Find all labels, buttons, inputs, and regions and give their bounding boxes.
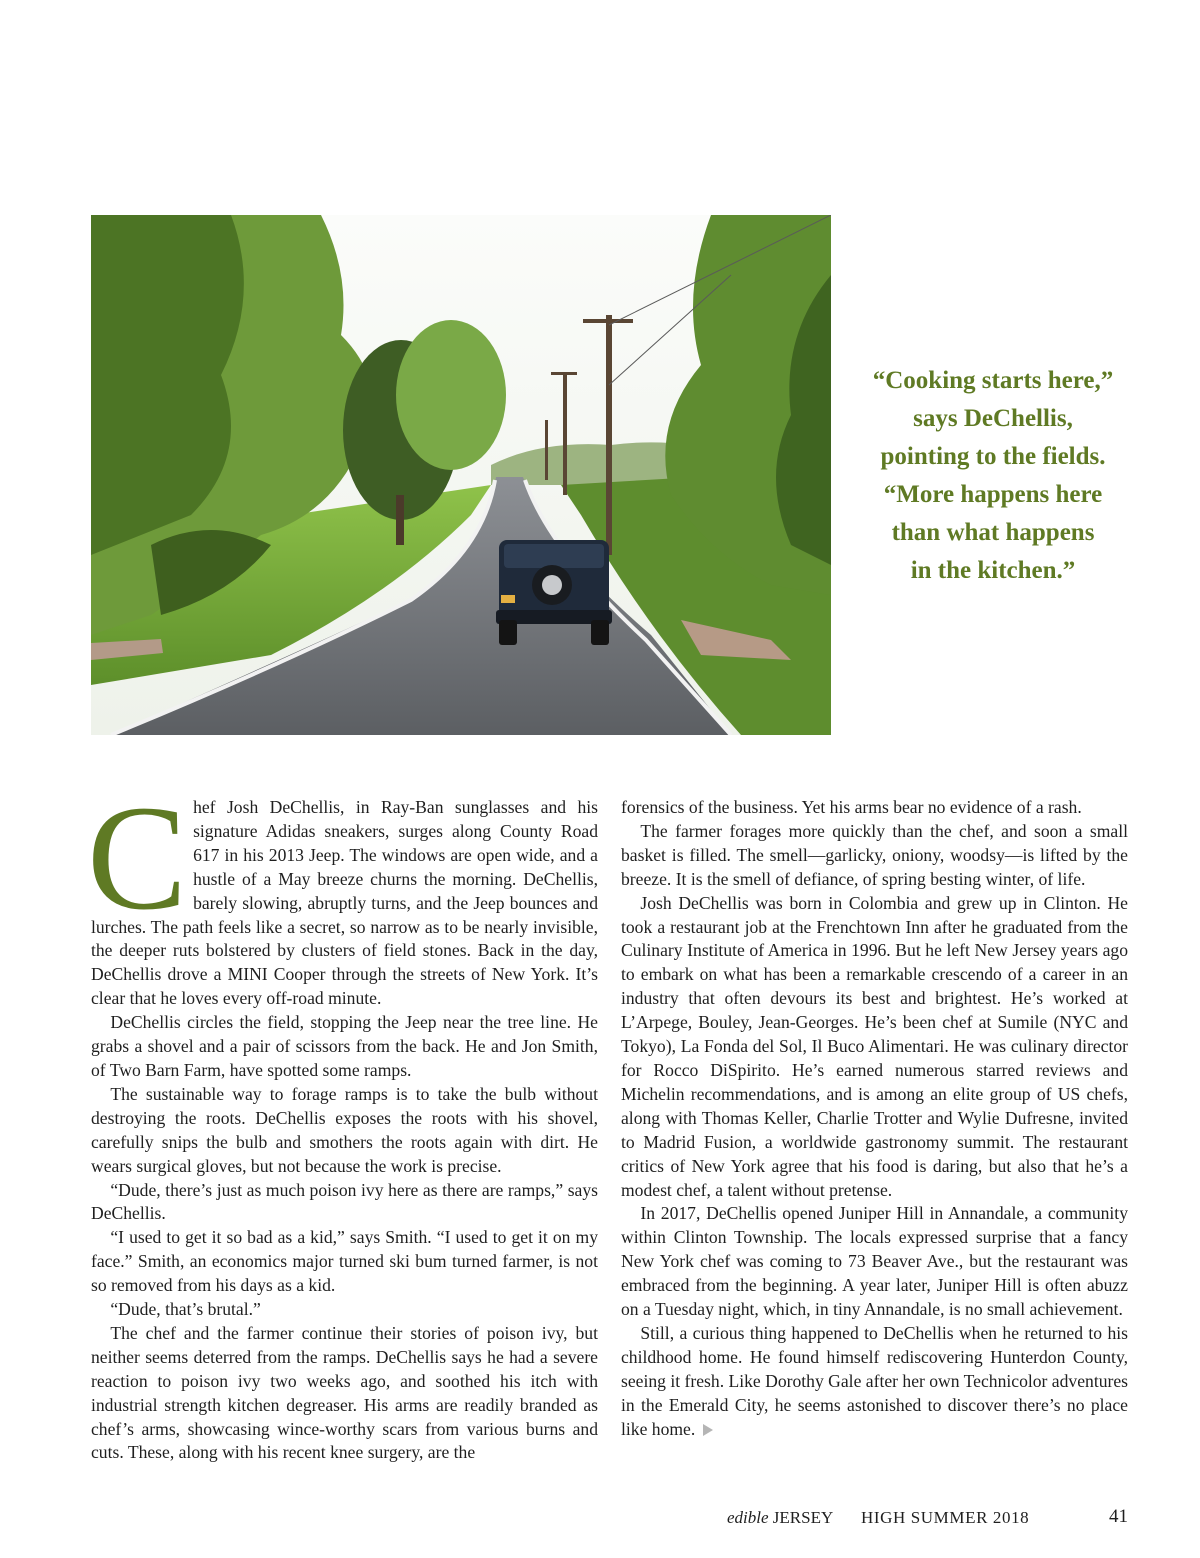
article-paragraph: “Dude, there’s just as much poison ivy here as there are ramps,” says DeChellis.	[91, 1179, 598, 1224]
article-paragraph	[621, 1322, 1128, 1442]
article-paragraph: “I used to get it so bad as a kid,” says Smith. “I used to get it on my face.” Smith, an economics major turned ski bum turned farmer, is not so removed from his days as a kid.	[91, 1227, 598, 1296]
hero-photo	[91, 215, 831, 735]
drop-cap: C	[87, 775, 188, 941]
pull-quote	[848, 362, 1138, 590]
article-paragraph: forensics of the business. Yet his arms bear no evidence of a rash.	[621, 797, 1082, 817]
magazine-name-italic: edible	[727, 1508, 769, 1527]
article-paragraph: The chef and the farmer continue their stories of poison ivy, but neither seems deterred from the ramps. DeChellis says he had a severe reaction to poison ivy two weeks ago, and soothed his itch with industrial strength kitchen degreaser. His arms are readily branded as chef’s arms, showcasing wince-worthy scars from various burns and cuts. These, along with his recent knee surgery, are the	[91, 1322, 598, 1463]
article-paragraph: In 2017, DeChellis opened Juniper Hill in Annandale, a community within Clinton Township. The locals expressed surprise that a fancy New York chef was coming to 73 Beaver Ave., but the restaurant was embraced from the beginning. A year later, Juniper Hill is often abuzz on a Tuesday night, which, in tiny Annandale, is no small achievement.	[621, 1203, 1128, 1320]
play-triangle-icon	[703, 1424, 713, 1436]
pull-quote-line: in the kitchen.”	[910, 557, 1076, 584]
road-jeep-photo	[91, 215, 831, 735]
pull-quote-line: than what happens	[891, 519, 1095, 546]
page-footer	[700, 1508, 1128, 1532]
article-column-right	[621, 796, 1128, 1441]
article-paragraph: The farmer forages more quickly than the chef, and soon a small basket is filled. The smell—garlicky, oniony, woodsy—is lifted by the breeze. It is the smell of defiance, of spring besting winter, of life.	[621, 820, 1128, 889]
paragraph-text: hef Josh DeChellis, in Ray-Ban sunglasses and his signature Adidas sneakers, surges along County Road 617 in his 2013 Jeep. The windows are open wide, and a hustle of a May breeze churns the morning. DeChellis, barely slowing, abruptly turns, and the Jeep bounces and lurches. The path feels like a secret, so narrow as to be nearly invisible, the deeper ruts bolstered by clusters of field stones. Back in the day, DeChellis drove a MINI Cooper through the streets of New York. It’s clear that he loves every off-road minute.	[91, 797, 598, 1009]
article-paragraph: DeChellis circles the field, stopping the Jeep near the tree line. He grabs a shovel and a pair of scissors from the back. He and Jon Smith, of Two Barn Farm, have spotted some ramps.	[91, 1012, 598, 1080]
issue-label: HIGH SUMMER 2018	[861, 1508, 1030, 1527]
pull-quote-line: pointing to the fields.	[880, 443, 1106, 470]
article-paragraph	[87, 775, 598, 1011]
article-column-left	[87, 775, 598, 1465]
pull-quote-line: says DeChellis,	[913, 405, 1073, 432]
page-number: 41	[1109, 1506, 1128, 1527]
magazine-name	[727, 1508, 833, 1528]
magazine-name-rest: JERSEY	[772, 1508, 834, 1527]
article-paragraph: “Dude, that’s brutal.”	[110, 1299, 261, 1320]
article-paragraph: The sustainable way to forage ramps is to take the bulb without destroying the roots. DeChellis exposes the roots with his shovel, carefully snips the bulb and smothers the roots again with dirt. He wears surgical gloves, but not because the work is precise.	[91, 1083, 598, 1176]
paragraph-text: Still, a curious thing happened to DeChellis when he returned to his childhood home. He found himself rediscovering Hunterdon County, seeing it fresh. Like Dorothy Gale after her own Technicolor adventures in the Emerald City, he seems astonished to discover there’s no place like home.	[621, 1322, 1129, 1439]
article-paragraph: Josh DeChellis was born in Colombia and grew up in Clinton. He took a restaurant job at the Frenchtown Inn after he graduated from the Culinary Institute of America in 1996. But he left New Jersey years ago to embark on what has been a remarkable crescendo of a career in an industry that often devours its best and brightest. He’s worked at L’Arpege, Bouley, Jean-Georges. He’s been chef at Sumile (NYC and Tokyo), La Fonda del Sol, Il Buco Alimentari. He was culinary director for Rocco DiSpirito. He’s earned numerous starred reviews and Michelin recommendations, and is among an elite group of US chefs, along with Thomas Keller, Charlie Trotter and Wylie Dufresne, invited to Madrid Fusion, a worldwide gastronomy summit. The restaurant critics of New York agree that his food is daring, but also that he’s a modest chef, a talent without pretense.	[621, 892, 1128, 1200]
pull-quote-line: “More happens here	[883, 481, 1103, 508]
pull-quote-line: “Cooking starts here,”	[872, 367, 1114, 394]
